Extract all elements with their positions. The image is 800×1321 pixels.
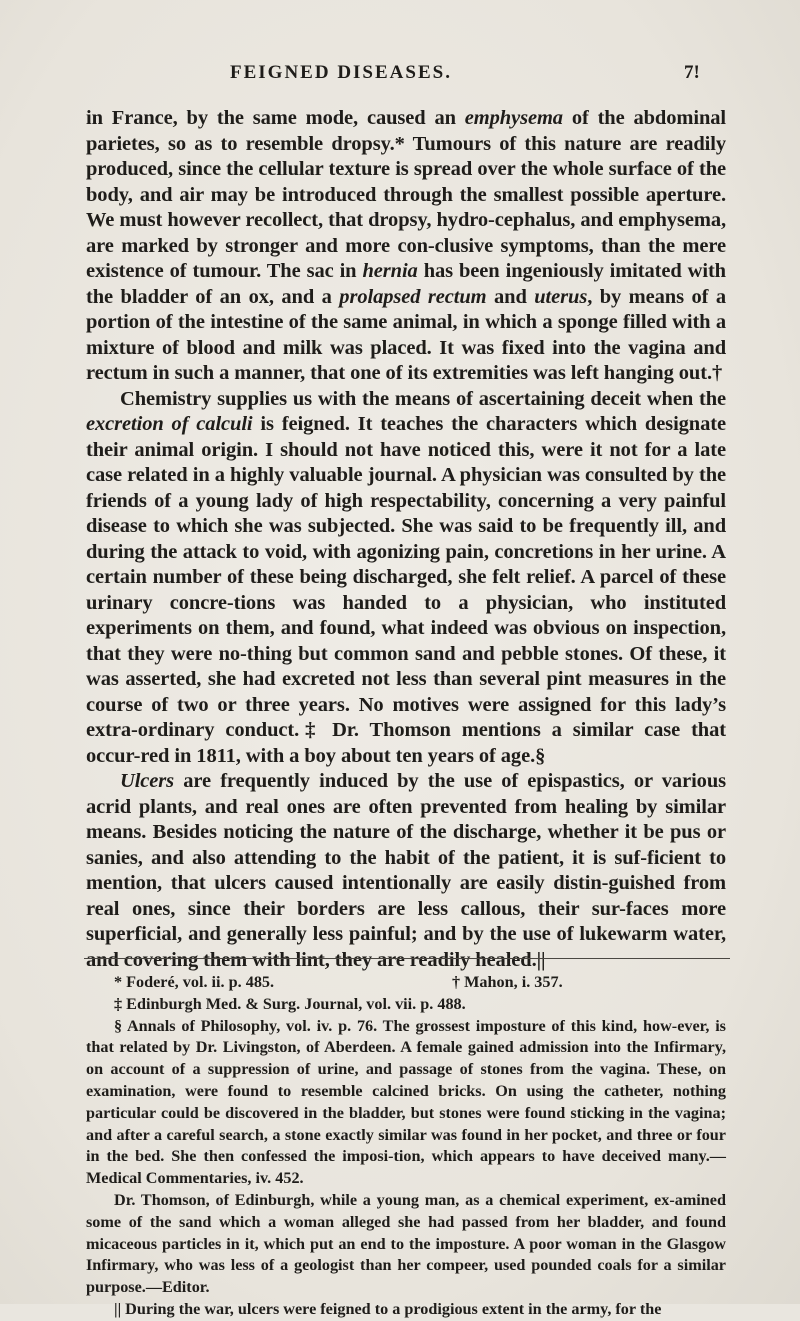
paragraph-chemistry: [86, 387, 726, 770]
footnote-fodere: * Foderé, vol. ii. p. 485.: [114, 973, 275, 991]
paragraph-ulcers: [86, 769, 726, 973]
italic-term: prolapsed rectum: [339, 285, 487, 308]
text-span: are frequently induced by the use of epispastics, or various acrid plants, and real ones are often prevented from healing by similar means. Besides noticing the nature of the discharge, whether it be pus or sanies, and also attending to the habit of the patient, it is suf-ficient to mention, that ulcers caused intentionally are easily distin-guished from real ones, since their borders are less callous, their sur-faces more superficial, and generally less painful; and by the use of lukewarm water, and covering them with lint, they are readily healed.||: [86, 770, 726, 971]
italic-term: emphysema: [464, 107, 563, 129]
footnote-war: || During the war, ulcers were feigned to a prodigious extent in the army, for the: [114, 1299, 662, 1318]
footnote-mahon: † Mahon, i. 357.: [452, 973, 563, 991]
text-span: , by means of a portion of the intestine of the same animal, in which a sponge filled with a mixture of blood and milk was placed. It was fixed into the vagina and rectum in such a manner, that one of its extremities was left hanging out.†: [86, 285, 726, 384]
footnotes: [86, 972, 726, 1321]
footnote-divider: [84, 958, 730, 959]
footnote-edinburgh: ‡ Edinburgh Med. & Surg. Journal, vol. vii. p. 488.: [114, 994, 466, 1013]
paragraph-emphysema: [86, 106, 726, 387]
footnote-row: [86, 972, 726, 994]
text-span: Chemistry supplies us with the means of ascertaining deceit when the: [120, 387, 726, 410]
page-number: 7!: [684, 62, 700, 83]
text-span: and: [486, 285, 535, 308]
italic-term: Ulcers: [120, 770, 175, 792]
footnote-annals: § Annals of Philosophy, vol. iv. p. 76. The grossest imposture of this kind, how-ever, is that related by Dr. Livingston, of Aberdeen. A female gained admission into the Infirmary, on account of a suppression of urine, and passage of stones from the vagina. These, on examination, were found to resemble calcined bricks. On using the catheter, nothing particular could be discovered in the bladder, but stones were found sticking in the vagina; and after a careful search, a stone exactly similar was found in her pocket, and three or four in the bed. She then confessed the imposi-tion, which appears to have deceived many.—Medical Commentaries, iv. 452.: [86, 1016, 726, 1188]
text-span: has been ingeniously imitated with the bladder of an ox, and a: [86, 260, 726, 308]
text-span: in France, by the same mode, caused an: [86, 107, 465, 129]
footnote-thomson: Dr. Thomson, of Edinburgh, while a young man, as a chemical experiment, ex-amined some of the sand which a woman alleged she had passed from her bladder, and found micaceous particles in it, which put an end to the imposture. A poor woman in the Glasgow Infirmary, who was less of a geologist than her compeer, used pounded coals for a similar purpose.—Editor.: [86, 1190, 726, 1297]
running-head: FEIGNED DISEASES.: [230, 62, 452, 83]
text-span: is feigned. It teaches the characters which designate their animal origin. I should not have noticed this, were it not for a late case related in a highly valuable journal. A physician was consulted by the friends of a young lady of high respectability, concerning a very painful disease to which she was subjected. She was said to be frequently ill, and during the attack to void, with agonizing pain, concretions in her urine. A certain number of these being discharged, she felt relief. A parcel of these urinary concre-tions was handed to a physician, who instituted experiments on them, and found, what indeed was obvious on inspection, that they were no-thing but common sand and pebble stones. Of these, it was asserted, she had excreted not less than several pint measures in the course of two or three years. No motives were assigned for this lady’s extra-ordinary conduct.‡ Dr. Thomson mentions a similar case that occur-red in 1811, with a boy about ten years of age.§: [86, 413, 726, 767]
page-header: [0, 62, 800, 88]
main-text: [86, 106, 726, 973]
text-span: of the abdominal parietes, so as to resemble dropsy.* Tumours of this nature are readily produced, since the cellular texture is spread over the whole surface of the body, and air may be introduced through the smallest possible aperture. We must however recollect, that dropsy, hydro-cephalus, and emphysema, are marked by stronger and more con-clusive symptoms, than the mere existence of tumour. The sac in: [86, 107, 726, 282]
italic-term: hernia: [362, 260, 418, 282]
italic-term: uterus: [534, 285, 588, 308]
italic-term: excretion of calculi: [86, 413, 253, 435]
